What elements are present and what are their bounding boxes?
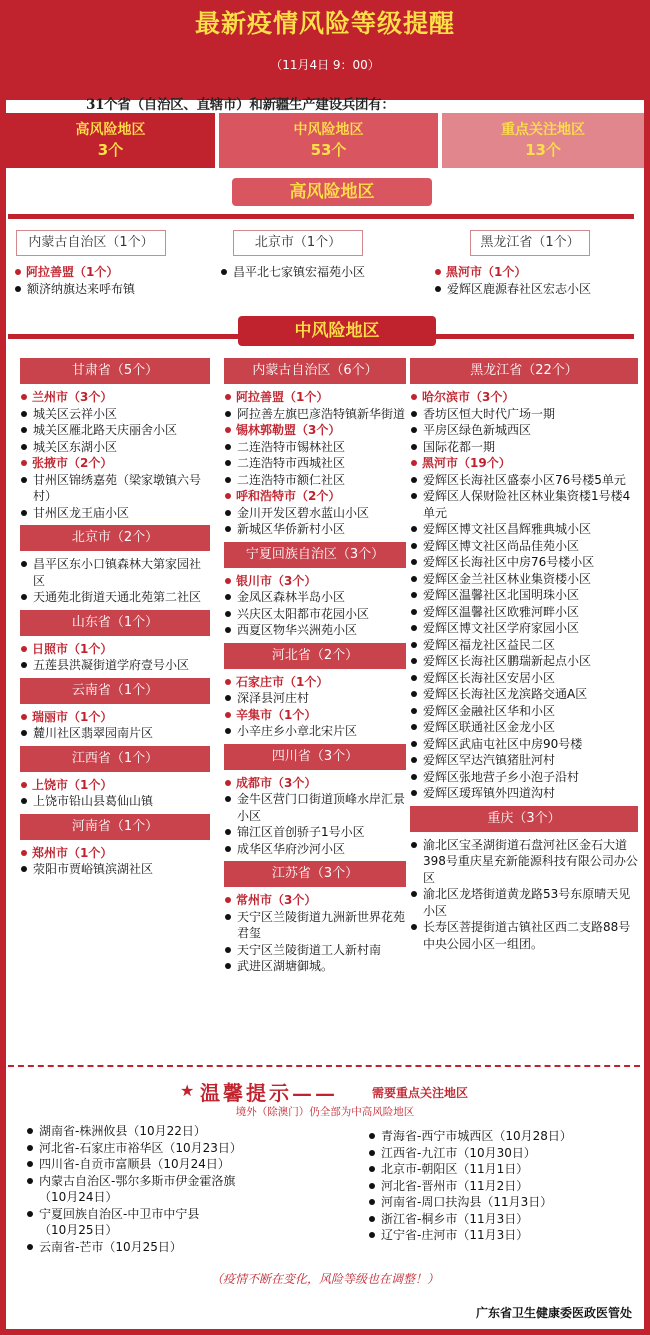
- list-item: 渝北区宝圣湖街道石盘河社区金石大道398号重庆星充新能源科技有限公司办公区: [410, 837, 638, 887]
- list-item: 麓川社区翡翠园南片区: [20, 725, 210, 742]
- list-item: 深泽县河庄村: [224, 690, 406, 707]
- province-label: 黑龙江省（22个）: [410, 358, 638, 384]
- list-item: 城关区东湖小区: [20, 439, 210, 456]
- city-label: 兰州市（3个）: [20, 389, 210, 406]
- category-label: 中风险地区: [293, 122, 364, 138]
- high-col-2: [220, 264, 430, 281]
- list-item: 甘州区锦绣嘉苑（梁家墩镇六号村）: [20, 472, 210, 505]
- list-item: 荥阳市贾峪镇滨湖社区: [20, 861, 210, 878]
- list-item: 爱辉区温馨社区欧雅河畔小区: [410, 604, 638, 621]
- list-item: 浙江省-桐乡市（11月3日）: [368, 1211, 638, 1228]
- city-label: 阿拉善盟（1个）: [14, 264, 214, 281]
- province-label: 甘肃省（5个）: [20, 358, 210, 384]
- list-item: 额济纳旗达来呼布镇: [14, 281, 214, 298]
- city-label: 张掖市（2个）: [20, 455, 210, 472]
- tips-note: 境外（除澳门）仍全部为中高风险地区: [235, 1106, 415, 1118]
- province-label: 重庆（3个）: [410, 806, 638, 832]
- province-label: 江苏省（3个）: [224, 861, 406, 887]
- list-item: 爱辉区长海社区中房76号楼小区: [410, 554, 638, 571]
- list-item: 辽宁省-庄河市（11月3日）: [368, 1227, 638, 1244]
- list-item: 爱辉区金兰社区林业集资楼小区: [410, 571, 638, 588]
- list-item: 渝北区龙塔街道黄龙路53号东原晴天见小区: [410, 886, 638, 919]
- list-item: 二连浩特市锡林社区: [224, 439, 406, 456]
- list-item: 四川省-自贡市富顺县（10月24日）: [26, 1156, 326, 1173]
- list-item: 二连浩特市西城社区: [224, 455, 406, 472]
- province-label: 内蒙古自治区（6个）: [224, 358, 406, 384]
- list-item: 青海省-西宁市城西区（10月28日）: [368, 1128, 638, 1145]
- list-item: 成华区华府沙河小区: [224, 841, 406, 858]
- province-label: 山东省（1个）: [20, 610, 210, 636]
- list-item: 河北省-石家庄市裕华区（10月23日）: [26, 1140, 326, 1157]
- category-count: 3个: [97, 141, 124, 159]
- city-label: 辛集市（1个）: [224, 707, 406, 724]
- list-item: 云南省-芒市（10月25日）: [26, 1239, 326, 1256]
- list-item: 兴庆区太阳都市花园小区: [224, 606, 406, 623]
- high-col-1: [14, 264, 214, 297]
- list-item: 爱辉区长海社区盛泰小区76号楼5单元: [410, 472, 638, 489]
- city-label: 瑞丽市（1个）: [20, 709, 210, 726]
- list-item: 北京市-朝阳区（11月1日）: [368, 1161, 638, 1178]
- focus-list-right: [368, 1128, 638, 1244]
- warning-note: （疫情不断在变化，风险等级也在调整！）: [210, 1272, 439, 1286]
- province-label: 四川省（3个）: [224, 744, 406, 770]
- list-item: 平房区绿色新城西区: [410, 422, 638, 439]
- city-label: 呼和浩特市（2个）: [224, 488, 406, 505]
- high-risk-banner: 高风险地区: [232, 178, 432, 206]
- tips-title: 温馨提示——: [200, 1081, 338, 1105]
- list-item: 天宁区兰陵街道九洲新世界花苑君玺: [224, 909, 406, 942]
- intro-text: 31个省（自治区、直辖市）和新疆生产建设兵团有：: [86, 97, 395, 113]
- list-item: 爱辉区博文社区学府家园小区: [410, 620, 638, 637]
- category-label: 重点关注地区: [501, 122, 585, 138]
- update-time: （11月4日 9：00）: [270, 58, 380, 72]
- divider: [8, 214, 634, 219]
- city-label: 石家庄市（1个）: [224, 674, 406, 691]
- medium-risk-banner: 中风险地区: [238, 316, 436, 346]
- page-title: 最新疫情风险等级提醒: [194, 9, 455, 38]
- province-label: 云南省（1个）: [20, 678, 210, 704]
- list-item: 武进区湖塘御城。: [224, 958, 406, 975]
- city-label: 常州市（3个）: [224, 892, 406, 909]
- list-item: 爱辉区金融社区华和小区: [410, 703, 638, 720]
- city-label: 黑河市（1个）: [434, 264, 644, 281]
- list-item: 爱辉区博文社区尚品佳苑小区: [410, 538, 638, 555]
- medium-col-2: [224, 354, 406, 975]
- source-label: 广东省卫生健康委医政医管处: [475, 1306, 632, 1320]
- list-item: 内蒙古自治区-鄂尔多斯市伊金霍洛旗: [26, 1173, 326, 1190]
- high-col-3: [434, 264, 644, 297]
- list-item: 江西省-九江市（10月30日）: [368, 1145, 638, 1162]
- dashed-divider: [8, 1065, 640, 1067]
- city-label: 郑州市（1个）: [20, 845, 210, 862]
- city-label: 成都市（3个）: [224, 775, 406, 792]
- star-icon: ★: [180, 1081, 195, 1100]
- province-label: 宁夏回族自治区（3个）: [224, 542, 406, 568]
- city-label: 黑河市（19个）: [410, 455, 638, 472]
- focus-list-left: [26, 1123, 326, 1255]
- list-item: 爱辉区长海社区鹏瑞新起点小区: [410, 653, 638, 670]
- list-item: 新城区华侨新村小区: [224, 521, 406, 538]
- medium-col-1: [20, 354, 210, 878]
- list-item: 二连浩特市额仁社区: [224, 472, 406, 489]
- province-label: 北京市（1个）: [233, 230, 363, 256]
- province-label: 河北省（2个）: [224, 643, 406, 669]
- city-label: 阿拉善盟（1个）: [224, 389, 406, 406]
- province-label: 江西省（1个）: [20, 746, 210, 772]
- list-item: 天宁区兰陵街道工人新村南: [224, 942, 406, 959]
- province-label: 内蒙古自治区（1个）: [16, 230, 166, 256]
- list-item: 爱辉区福龙社区益民二区: [410, 637, 638, 654]
- list-item-continued: （10月24日）: [39, 1190, 118, 1204]
- list-item: 上饶市铅山县葛仙山镇: [20, 793, 210, 810]
- list-item: 昌平区东小口镇森林大第家园社区: [20, 556, 210, 589]
- city-label: 上饶市（1个）: [20, 777, 210, 794]
- list-item: 爱辉区博文社区昌辉雅典城小区: [410, 521, 638, 538]
- list-item: 天通苑北街道天通北苑第二社区: [20, 589, 210, 606]
- list-item: 城关区云祥小区: [20, 406, 210, 423]
- list-item: 西夏区物华兴洲苑小区: [224, 622, 406, 639]
- list-item: 爱辉区张地营子乡小泡子沿村: [410, 769, 638, 786]
- list-item: 爱辉区长海社区安居小区: [410, 670, 638, 687]
- city-label: 锡林郭勒盟（3个）: [224, 422, 406, 439]
- city-label: 银川市（3个）: [224, 573, 406, 590]
- category-label: 高风险地区: [75, 122, 146, 138]
- list-item-continued: （10月25日）: [39, 1223, 118, 1237]
- province-label: 北京市（2个）: [20, 525, 210, 551]
- category-count: 13个: [525, 141, 561, 159]
- list-item: 锦江区首创骄子1号小区: [224, 824, 406, 841]
- tips-subtitle: 需要重点关注地区: [372, 1086, 469, 1100]
- list-item: 香坊区恒大时代广场一期: [410, 406, 638, 423]
- list-item: 爱辉区罕达汽镇猪肚河村: [410, 752, 638, 769]
- list-item: 国际花都一期: [410, 439, 638, 456]
- list-item: 金川开发区碧水蓝山小区: [224, 505, 406, 522]
- list-item: 爱辉区武庙屯社区中房90号楼: [410, 736, 638, 753]
- list-item: 城关区雁北路天庆丽舍小区: [20, 422, 210, 439]
- list-item: 五莲县洪凝街道学府壹号小区: [20, 657, 210, 674]
- category-medium: [219, 113, 438, 168]
- list-item: 甘州区龙王庙小区: [20, 505, 210, 522]
- list-item: 昌平北七家镇宏福苑小区: [220, 264, 430, 281]
- list-item: 宁夏回族自治区-中卫市中宁县: [26, 1206, 326, 1223]
- list-item: 爱辉区瑷珲镇外四道沟村: [410, 785, 638, 802]
- category-count: 53个: [310, 141, 347, 159]
- category-focus: [442, 113, 644, 168]
- list-item: 金凤区森林半岛小区: [224, 589, 406, 606]
- list-item: 长寿区菩提街道古镇社区西二支路88号中央公园小区一组团。: [410, 919, 638, 952]
- list-item: 爱辉区人保财险社区林业集资楼1号楼4单元: [410, 488, 638, 521]
- list-item: 湖南省-株洲攸县（10月22日）: [26, 1123, 326, 1140]
- list-item: 爱辉区联通社区金龙小区: [410, 719, 638, 736]
- list-item: 阿拉善左旗巴彦浩特镇新华街道: [224, 406, 406, 423]
- list-item: 河北省-晋州市（11月2日）: [368, 1178, 638, 1195]
- province-label: 黑龙江省（1个）: [470, 230, 590, 256]
- list-item: 金牛区营门口街道顶峰水岸汇景小区: [224, 791, 406, 824]
- list-item: 小辛庄乡小章北宋片区: [224, 723, 406, 740]
- medium-col-3: [410, 354, 638, 952]
- city-label: 哈尔滨市（3个）: [410, 389, 638, 406]
- list-item: 河南省-周口扶沟县（11月3日）: [368, 1194, 638, 1211]
- city-label: 日照市（1个）: [20, 641, 210, 658]
- list-item: 爱辉区温馨社区北国明珠小区: [410, 587, 638, 604]
- list-item: 爱辉区鹿源春社区宏志小区: [434, 281, 644, 298]
- province-label: 河南省（1个）: [20, 814, 210, 840]
- category-high: [6, 113, 215, 168]
- list-item: 爱辉区长海社区龙滨路交通A区: [410, 686, 638, 703]
